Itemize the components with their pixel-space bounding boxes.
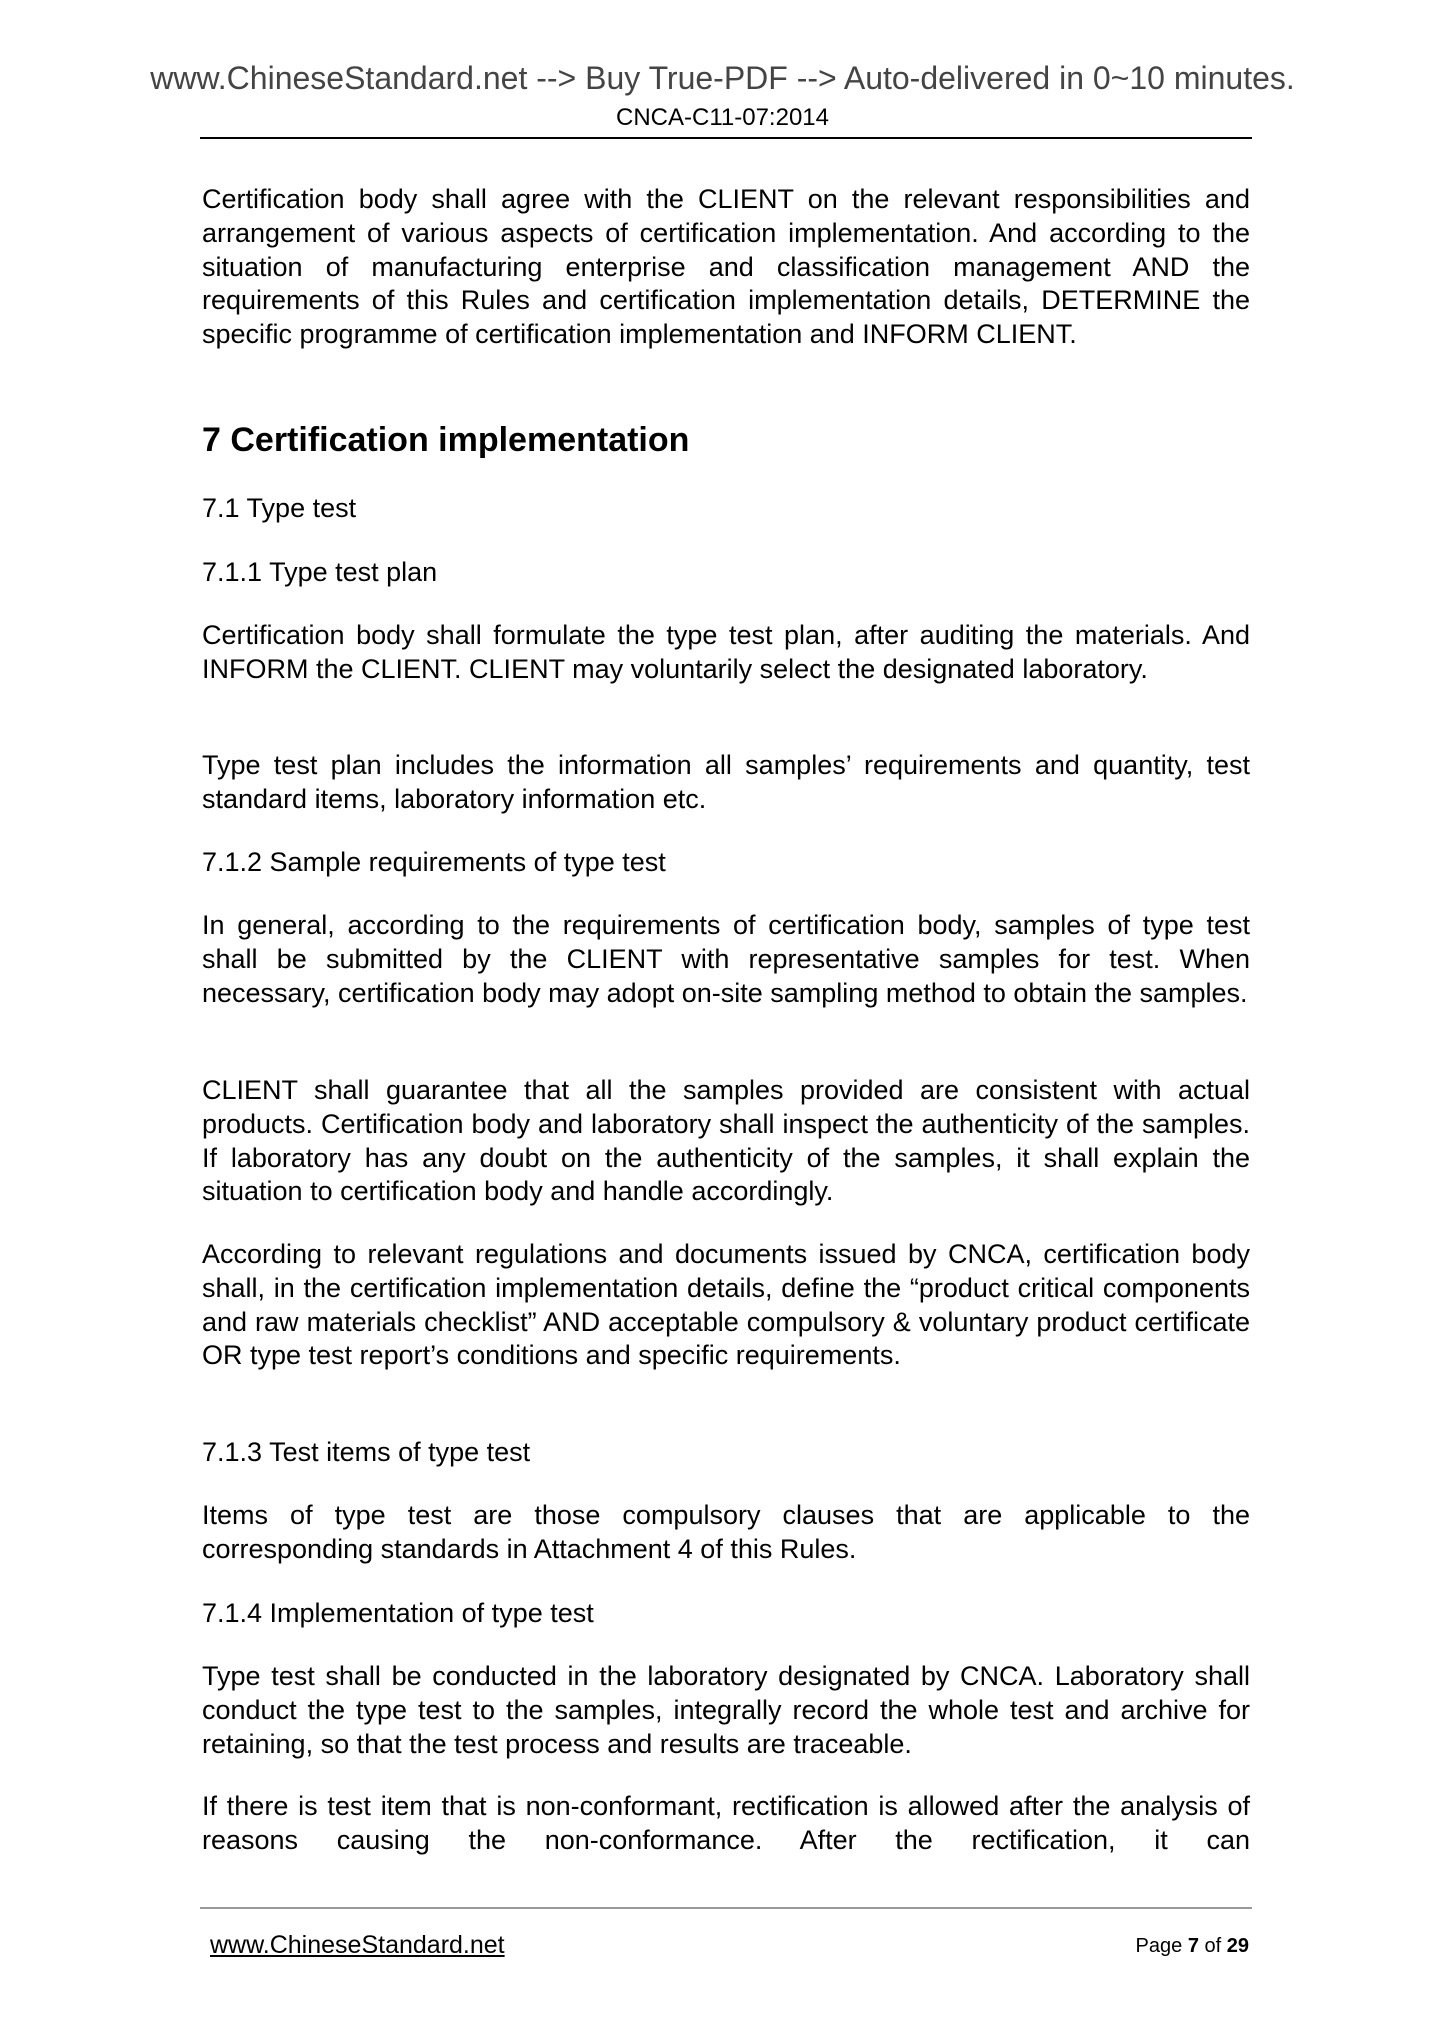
paragraph: According to relevant regulations and documents issued by CNCA, certification body shall, in the certification implementation details, define the “product critical components and raw materials checklist” AND acceptable compulsory & voluntary product certificate OR type test report’s conditions and specific requirements. xyxy=(202,1239,1250,1371)
paragraph: Items of type test are those compulsory clauses that are applicable to the corresponding standards in Attachment 4 of this Rules. xyxy=(202,1500,1250,1564)
subsection-7-1-4: 7.1.4 Implementation of type test xyxy=(202,1598,594,1628)
subsection-7-1-3: 7.1.3 Test items of type test xyxy=(202,1437,531,1467)
paragraph: In general, according to the requirements of certification body, samples of type test shall be submitted by the CLIENT with representative samples for test. When necessary, certification body may adopt on-site sampling method to obtain the samples. xyxy=(202,910,1250,1008)
footer-website-link[interactable]: www.ChineseStandard.net xyxy=(210,1931,505,1959)
of-word: of xyxy=(1204,1935,1222,1957)
footer-divider xyxy=(200,1907,1252,1909)
header-divider xyxy=(200,137,1252,139)
paragraph: If there is test item that is non-conformant, rectification is allowed after the analysis of reasons causing the non-conformance. After the rectification, it can xyxy=(202,1791,1250,1855)
intro-paragraph: Certification body shall agree with the CLIENT on the relevant responsibilities and arrangement of various aspects of certification implementation. And according to the situation of manufacturing enterprise and classification management AND the requirements of this Rules and certification implementation details, DETERMINE the specific programme of certification implementation and INFORM CLIENT. xyxy=(202,184,1250,350)
section-heading: 7 Certification implementation xyxy=(202,421,690,459)
paragraph: Certification body shall formulate the type test plan, after auditing the materials. And INFORM the CLIENT. CLIENT may voluntarily select the designated laboratory. xyxy=(202,620,1250,684)
paragraph: Type test shall be conducted in the laboratory designated by CNCA. Laboratory shall conduct the type test to the samples, integrally record the whole test and archive for retaining, so that the test process and results are traceable. xyxy=(202,1661,1250,1759)
header-banner: www.ChineseStandard.net --> Buy True-PDF --> Auto-delivered in 0~10 minutes. xyxy=(150,60,1295,96)
document-code: CNCA-C11-07:2014 xyxy=(616,104,829,131)
paragraph: Type test plan includes the information all samples’ requirements and quantity, test standard items, laboratory information etc. xyxy=(202,750,1250,814)
subsection-7-1-2: 7.1.2 Sample requirements of type test xyxy=(202,847,666,877)
subsection-7-1-1: 7.1.1 Type test plan xyxy=(202,557,438,587)
page-number xyxy=(1136,1933,1249,1959)
subsection-7-1: 7.1 Type test xyxy=(202,493,357,523)
page-current: 7 xyxy=(1187,1935,1199,1957)
page-total: 29 xyxy=(1226,1935,1249,1957)
paragraph: CLIENT shall guarantee that all the samples provided are consistent with actual products. Certification body and laboratory shall inspect the authenticity of the samples. If laboratory has any doubt on the authenticity of the samples, it shall explain the situation to certification body and handle accordingly. xyxy=(202,1075,1250,1207)
page-word: Page xyxy=(1135,1935,1183,1957)
